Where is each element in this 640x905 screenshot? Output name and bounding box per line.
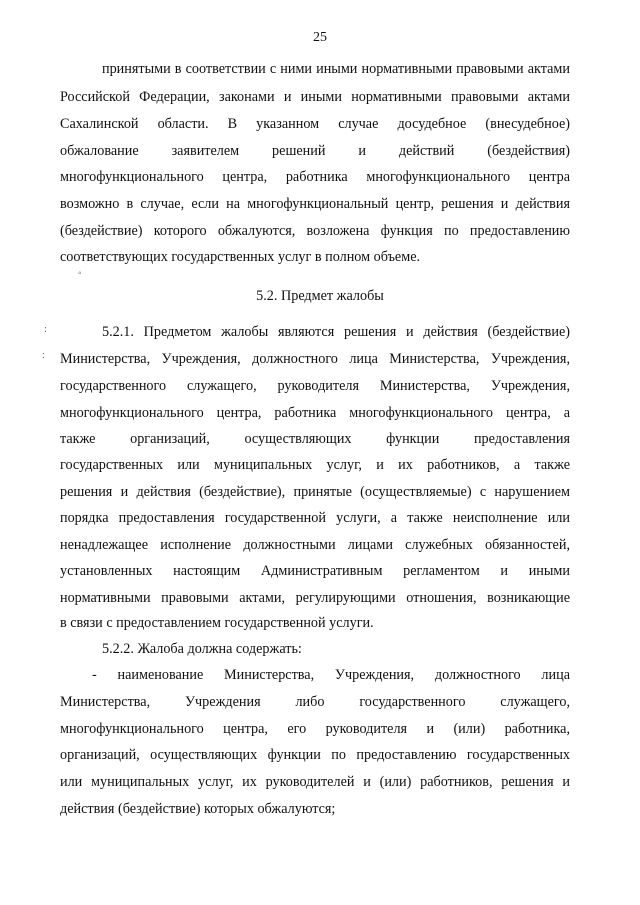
text-line: Министерства, Учреждения, должностного лица Министерства, Учреждения, (60, 351, 570, 367)
scan-speck: : (44, 324, 47, 335)
text-line: Министерства, Учреждения либо государственного служащего, (60, 694, 570, 710)
text-line: обжалование заявителем решений и действий (бездействия) (60, 143, 570, 159)
text-line: государственного служащего, руководителя Министерства, Учреждения, (60, 378, 570, 394)
text-line: (бездействие) которого обжалуются, возложена функция по предоставлению (60, 223, 570, 239)
text-line: Российской Федерации, законами и иными нормативными правовыми актами (60, 89, 570, 105)
text-line: 5.2.1. Предметом жалобы являются решения и действия (бездействие) (102, 324, 570, 340)
text-line: Сахалинской области. В указанном случае досудебное (внесудебное) (60, 116, 570, 132)
scan-speck: : (42, 350, 45, 361)
text-line: ненадлежащее исполнение должностными лицами служебных обязанностей, (60, 537, 570, 553)
text-line: принятыми в соответствии с ними иными нормативными правовыми актами (102, 61, 570, 77)
text-line: в связи с предоставлением государственной услуги. (60, 615, 374, 631)
text-line: 5.2.2. Жалоба должна содержать: (102, 641, 302, 657)
text-line: многофункционального центра, работника многофункционального центра, а (60, 405, 570, 421)
page-number: 25 (313, 30, 327, 45)
text-line: соответствующих государственных услуг в полном объеме. (60, 249, 421, 265)
text-line: организаций, осуществляющих функции по предоставлению государственных (60, 747, 570, 763)
text-line: действия (бездействие) которых обжалуются; (60, 801, 336, 817)
text-line: решения и действия (бездействие), принятые (осуществляемые) с нарушением (60, 484, 570, 500)
text-line: государственных или муниципальных услуг, и их работников, а также (60, 457, 570, 473)
text-line: многофункционального центра, его руководителя и (или) работника, (60, 721, 570, 737)
text-line: - наименование Министерства, Учреждения, должностного лица (92, 667, 570, 683)
text-line: или муниципальных услуг, их руководителей и (или) работников, решения и (60, 774, 570, 790)
text-line: установленных настоящим Административным регламентом и иными (60, 563, 570, 579)
text-line: порядка предоставления государственной услуги, а также неисполнение или (60, 510, 570, 526)
scan-speck: ◦ (78, 268, 82, 279)
text-line: многофункционального центра, работника многофункционального центра (60, 169, 570, 185)
section-heading: 5.2. Предмет жалобы (256, 288, 384, 304)
text-line: нормативными правовыми актами, регулирующими отношения, возникающие (60, 590, 570, 606)
text-line: также организаций, осуществляющих функции предоставления (60, 431, 570, 447)
text-line: возможно в случае, если на многофункциональный центр, решения и действия (60, 196, 570, 212)
